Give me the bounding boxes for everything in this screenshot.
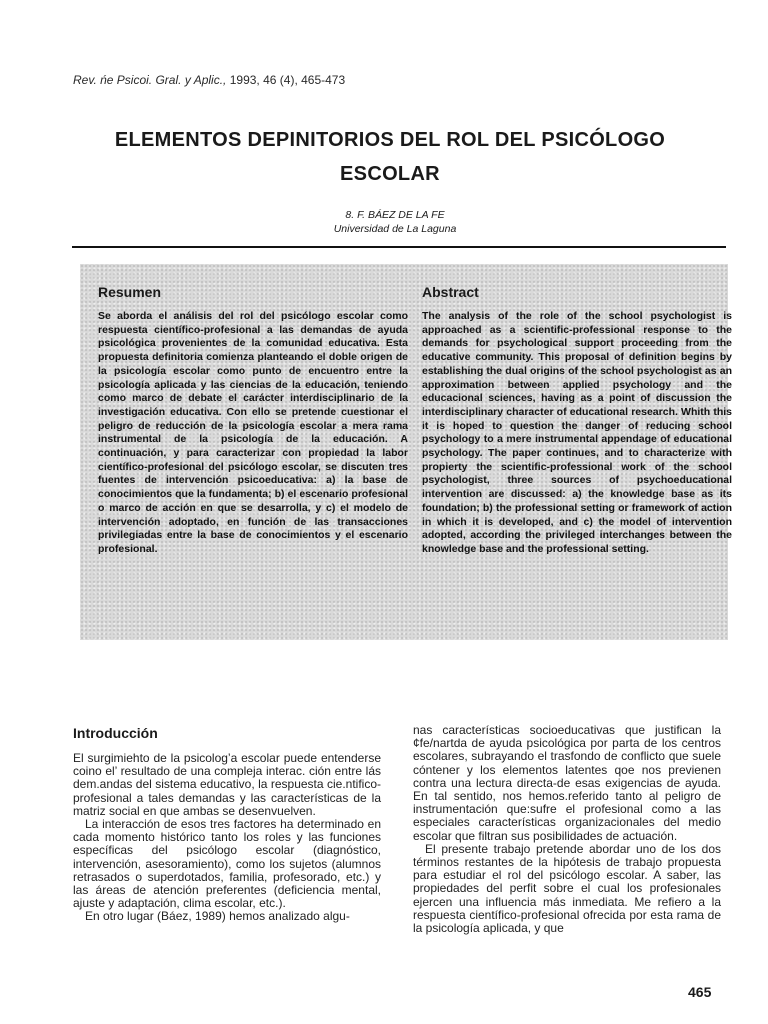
author-affiliation: Universidad de La Laguna <box>333 223 457 235</box>
intro-paragraph-3: En otro lugar (Báez, 1989) hemos analizado algu- <box>85 909 350 924</box>
author-block <box>0 208 768 236</box>
abstract-heading: Abstract <box>422 284 479 300</box>
body-column-left <box>73 724 381 924</box>
resumen-column <box>98 283 408 557</box>
page-number: 465 <box>688 984 712 1000</box>
body-column-right <box>413 724 721 935</box>
journal-details: 1993, 46 (4), 465-473 <box>229 73 346 87</box>
intro-heading: Introducción <box>73 725 158 741</box>
header-divider <box>72 246 726 248</box>
journal-name: Rev. ńe Psicoi. Gral. y Aplic., <box>73 73 227 87</box>
intro-paragraph-1: El surgimiehto de la psicolog’a escolar puede entenderse coino el’ resultado de una compleja interac. ción entre lás dem.andas del sistema educativo, la respuesta cie.ntifico-profesional a tales demandas y las características de la matriz social en que ambas se desenvuelven. <box>73 751 381 818</box>
article-title <box>60 123 720 191</box>
abstract-column <box>422 283 732 557</box>
journal-citation <box>73 73 345 87</box>
resumen-text: Se aborda el análisis del rol del psicólogo escolar como respuesta científico-profesional a las demandas de ayuda psicológica provenientes de la comunidad educativa. Esta propuesta definitoria comienza planteando el doble origen de la psicología escolar como punto de encuentro entre la psicología aplicada y las ciencias de la educación, teniendo como marco de debate el carácter interdisciplinario de la investigación educativa. Con ello se pretende cuestionar el peligro de reducción de la psicología escolar a mera rama instrumental de la psicología de la educación. A continuación, y para caracterizar con propiedad la labor científico-profesional del psicólogo escolar, se discuten tres fuentes de intervención psicoeducativa: a) la base de conocimientos que la fundamenta; b) el escenario profesional o marco de acción en que se desarrolla, y c) el modelo de intervención adoptado, en función de las transacciones privilegiadas entre la base de conocimientos y el escenario profesional. <box>98 310 408 555</box>
intro-paragraph-2: La interacción de esos tres factores ha determinado en cada momento histórico tanto los roles y las funciones específicas del psicólogo escolar (diagnóstico, intervención, asesoramiento), como los sujetos (alumnos retrasados o superdotados, familia, profesorado, etc.) y las áreas de atención preferentes (deficiencia mental, ajuste y adaptación, clima escolar, etc.). <box>73 817 381 911</box>
author-name: 8. F. BÁEZ DE LA FE <box>345 209 445 221</box>
right-paragraph-1: nas características socioeducativas que justifican la ¢fe/nartda de ayuda psicológica por parta de los centros escolares, subrayando el trasfondo de conflicto que suele cóntener y los elementos latentes qoe nos previenen contra una lectura directa-de esas exigencias de ayuda. En tal sentido, nos hemos.referido tanto al peligro de instrumentación que:sufre el profesional como a las especiales características organizacionales del medio escolar que filtran sus posibilidades de actuación. <box>413 723 721 843</box>
title-line-1: ELEMENTOS DEPINITORIOS DEL ROL DEL PSICÓLOGO <box>114 129 666 151</box>
abstract-text: The analysis of the role of the school psychologist is approached as a scientific-professional response to the demands for psychological support proceeding from the educative community. This proposal of definition begins by establishing the dual origins of the school psychologist as an approximation between applied psychology and the educacional sciences, having as a point of discussion the interdisciplinary character of educational research. Whith this it is hoped to question the danger of reducing school psychology to a mere instrumental appendage of educational psychology. The paper continues, and to characterize with propierty the scientific-professional work of the school psychologist, three sources of psychoeducational intervention are discussed: a) the knowledge base as its foundation; b) the professional setting or framework of action in which it is developed, and c) the model of intervention adopted, according the privileged interchanges between the knowledge base and the professional setting. <box>422 310 732 555</box>
title-line-2: ESCOLAR <box>340 163 440 185</box>
resumen-heading: Resumen <box>98 284 162 300</box>
right-paragraph-2: El presente trabajo pretende abordar uno de los dos términos restantes de la hipótesis de trabajo propuesta para estudiar el rol del psicólogo escolar. A saber, las propiedades del perfit sobre el cual los profesionales ejercen una influencia más inmediata. Me refiero a la respuesta científico-profesional ofrecida por esta rama de la psicología aplicada, y que <box>413 841 721 936</box>
